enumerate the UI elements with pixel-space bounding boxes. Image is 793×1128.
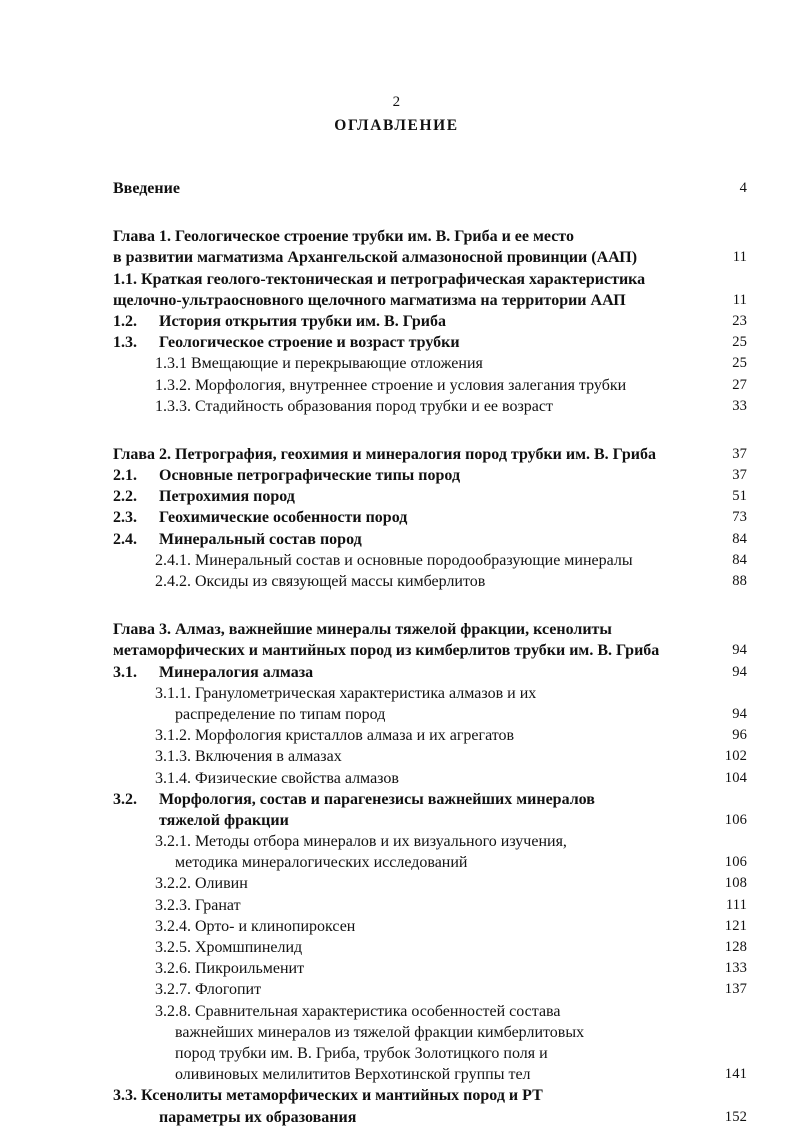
toc-entry-page: 73 bbox=[732, 509, 747, 526]
toc-subsection-1-3-1[interactable] bbox=[113, 353, 747, 374]
toc-subsection-1-3-2[interactable] bbox=[113, 375, 747, 396]
toc-subsection-2-4-2[interactable] bbox=[113, 571, 747, 592]
toc-entry-label: Глава 1. Геологическое строение трубки им. В. Гриба и ее место bbox=[113, 228, 574, 246]
toc-entry-page: 137 bbox=[724, 981, 747, 998]
toc-entry-page: 33 bbox=[732, 397, 747, 414]
toc-entry-page: 11 bbox=[732, 291, 747, 308]
toc-entry-label: Морфология, состав и парагенезисы важнейших минералов bbox=[159, 790, 595, 808]
toc-entry-label: Минералогия алмаза bbox=[159, 663, 314, 681]
toc-entry-page: 121 bbox=[724, 917, 747, 934]
toc-entry-label: 3.3. Ксенолиты метаморфических и мантийных пород и РТ bbox=[113, 1087, 543, 1105]
toc-subsection-3-2-8-line2[interactable] bbox=[113, 1022, 747, 1043]
toc-section-2-4[interactable] bbox=[113, 529, 747, 550]
spacer bbox=[113, 592, 747, 619]
toc-entry-label: 3.1.3. Включения в алмазах bbox=[155, 748, 342, 766]
toc-entry-label: 1.3.1 Вмещающие и перекрывающие отложения bbox=[155, 355, 483, 373]
toc-entry-label: в развитии магматизма Архангельской алмазоносной провинции (ААП) bbox=[113, 249, 638, 267]
toc-subsection-3-2-8-line1[interactable] bbox=[113, 1001, 747, 1022]
toc-entry-label: распределение по типам пород bbox=[175, 705, 386, 723]
toc-subsection-3-2-8-line3[interactable] bbox=[113, 1043, 747, 1064]
toc-entry-page: 23 bbox=[732, 312, 747, 329]
toc-subsection-3-2-8-line4[interactable] bbox=[113, 1064, 747, 1085]
toc-subsection-2-4-1[interactable] bbox=[113, 550, 747, 571]
toc-entry-number: 3.2. bbox=[113, 790, 137, 808]
toc-subsection-1-3-3[interactable] bbox=[113, 396, 747, 417]
toc-entry-page: 4 bbox=[739, 180, 747, 196]
toc-entry-page: 104 bbox=[724, 769, 747, 786]
toc-subsection-3-2-1-line1[interactable] bbox=[113, 831, 747, 852]
toc-entry-number: 2.2. bbox=[113, 488, 137, 506]
toc-entry-page: 94 bbox=[732, 705, 747, 722]
toc-subsection-3-1-2[interactable] bbox=[113, 725, 747, 746]
toc-section-3-1[interactable] bbox=[113, 662, 747, 683]
toc-entry-page: 106 bbox=[724, 811, 747, 828]
toc-entry-label: оливиновых мелилититов Верхотинской группы тел bbox=[175, 1066, 531, 1084]
toc-entry-page: 37 bbox=[732, 467, 747, 484]
toc-entry-label: 1.3.3. Стадийность образования пород трубки и ее возраст bbox=[155, 397, 553, 415]
toc-entry-page: 94 bbox=[732, 642, 747, 659]
toc-chapter-1-heading-line1[interactable] bbox=[113, 226, 747, 247]
toc-section-3-2-line1[interactable] bbox=[113, 789, 747, 810]
toc-section-3-2-line2[interactable] bbox=[113, 810, 747, 831]
toc-entry-label: 2.4.2. Оксиды из связующей массы кимберлитов bbox=[155, 573, 486, 590]
toc-entry-page: 51 bbox=[732, 488, 747, 505]
toc-subsection-3-1-3[interactable] bbox=[113, 746, 747, 767]
toc-entry-label: 3.2.4. Орто- и клинопироксен bbox=[155, 917, 356, 935]
toc-chapter-1-heading-line2[interactable] bbox=[113, 247, 747, 268]
toc-subsection-3-2-1-line2[interactable] bbox=[113, 852, 747, 873]
toc-entry-label: 3.2.2. Оливин bbox=[155, 875, 248, 893]
toc-entry-label: История открытия трубки им. В. Гриба bbox=[159, 312, 447, 330]
toc-entry-page: 84 bbox=[732, 551, 747, 568]
toc-section-1-3[interactable] bbox=[113, 332, 747, 353]
toc-entry-number: 2.1. bbox=[113, 467, 137, 485]
toc-entry-introduction[interactable] bbox=[113, 178, 747, 199]
toc-entry-page: 128 bbox=[724, 939, 747, 955]
toc-entry-page: 37 bbox=[732, 445, 747, 462]
toc-entry-label: 1.3.2. Морфология, внутреннее строение и условия залегания трубки bbox=[155, 376, 627, 394]
toc-entry-label: пород трубки им. В. Гриба, трубок Золотицкого поля и bbox=[175, 1044, 548, 1062]
toc-subsection-3-2-7[interactable] bbox=[113, 979, 747, 1000]
toc-subsection-3-2-3[interactable] bbox=[113, 895, 747, 916]
toc-entry-label: Глава 2. Петрография, геохимия и минералогия пород трубки им. В. Гриба bbox=[113, 445, 656, 463]
toc-entry-label: методика минералогических исследований bbox=[175, 854, 468, 872]
toc-entry-page: 25 bbox=[732, 355, 747, 372]
toc-entry-label: 3.2.3. Гранат bbox=[155, 896, 241, 914]
toc-section-3-3-line2[interactable] bbox=[113, 1107, 747, 1128]
toc-entry-page: 11 bbox=[732, 249, 747, 266]
toc-entry-page: 102 bbox=[724, 748, 747, 765]
toc-chapter-3-heading-line1[interactable] bbox=[113, 619, 747, 640]
toc-subsection-3-1-1-line2[interactable] bbox=[113, 704, 747, 725]
toc-entry-page: 152 bbox=[724, 1108, 747, 1125]
toc-subsection-3-1-4[interactable] bbox=[113, 768, 747, 789]
toc-section-2-2[interactable] bbox=[113, 486, 747, 507]
toc-entry-page: 106 bbox=[724, 854, 747, 871]
toc-entry-page: 111 bbox=[725, 896, 747, 913]
toc-entry-page: 108 bbox=[724, 875, 747, 892]
toc-entry-label: щелочно-ультраосновного щелочного магматизма на территории ААП bbox=[113, 291, 626, 309]
toc-entry-label: 3.2.6. Пикроильменит bbox=[155, 960, 305, 978]
toc-entry-label: тяжелой фракции bbox=[159, 811, 289, 829]
toc-chapter-3-heading-line2[interactable] bbox=[113, 640, 747, 661]
toc-entry-page: 27 bbox=[732, 376, 747, 393]
toc-entry-page: 25 bbox=[732, 334, 747, 351]
toc-entry-page: 141 bbox=[724, 1066, 747, 1083]
toc-entry-label: Минеральный состав пород bbox=[159, 530, 362, 548]
spacer bbox=[113, 417, 747, 444]
toc-section-2-3[interactable] bbox=[113, 507, 747, 528]
toc-subsection-3-1-1-line1[interactable] bbox=[113, 683, 747, 704]
toc-entry-page: 88 bbox=[732, 573, 747, 589]
toc-entry-label: Основные петрографические типы пород bbox=[159, 467, 461, 485]
toc-subsection-3-2-6[interactable] bbox=[113, 958, 747, 979]
toc-entry-page: 133 bbox=[724, 960, 747, 977]
toc-entry-label: 3.1.1. Гранулометрическая характеристика алмазов и их bbox=[155, 684, 537, 702]
toc-entry-number: 1.2. bbox=[113, 312, 137, 330]
toc-entry-number: 2.3. bbox=[113, 509, 137, 527]
toc-entry-page: 84 bbox=[732, 530, 747, 547]
toc-entry-label: Глава 3. Алмаз, важнейшие минералы тяжелой фракции, ксенолиты bbox=[113, 621, 612, 639]
toc-subsection-3-2-5[interactable] bbox=[113, 937, 747, 958]
toc-entry-label: Введение bbox=[113, 180, 180, 197]
toc-entry-page: 96 bbox=[732, 727, 747, 744]
toc-section-2-1[interactable] bbox=[113, 465, 747, 486]
toc-entry-label: 3.2.7. Флогопит bbox=[155, 981, 262, 999]
toc-section-1-1-line1[interactable] bbox=[113, 269, 747, 290]
toc-entry-label: 1.1. Краткая геолого-тектоническая и петрографическая характеристика bbox=[113, 270, 646, 288]
toc-entry-label: 3.1.4. Физические свойства алмазов bbox=[155, 769, 399, 787]
toc-entry-label: метаморфических и мантийных пород из кимберлитов трубки им. В. Гриба bbox=[113, 642, 660, 660]
toc-entry-number: 2.4. bbox=[113, 530, 137, 548]
toc-subsection-3-2-2[interactable] bbox=[113, 873, 747, 894]
toc-entry-label: 3.2.1. Методы отбора минералов и их визуального изучения, bbox=[155, 833, 567, 851]
toc-entry-label: Геологическое строение и возраст трубки bbox=[159, 334, 460, 352]
spacer bbox=[113, 199, 747, 226]
table-of-contents bbox=[113, 178, 747, 1128]
toc-entry-label: 3.2.8. Сравнительная характеристика особенностей состава bbox=[155, 1002, 561, 1020]
toc-entry-label: параметры их образования bbox=[159, 1108, 357, 1126]
toc-section-1-1-line2[interactable] bbox=[113, 290, 747, 311]
toc-entry-label: важнейших минералов из тяжелой фракции кимберлитовых bbox=[175, 1023, 585, 1041]
toc-entry-label: 2.4.1. Минеральный состав и основные породообразующие минералы bbox=[155, 551, 633, 569]
toc-entry-label: Геохимические особенности пород bbox=[159, 509, 408, 527]
toc-section-1-2[interactable] bbox=[113, 311, 747, 332]
toc-chapter-2-heading[interactable] bbox=[113, 444, 747, 465]
toc-entry-number: 3.1. bbox=[113, 663, 137, 681]
toc-entry-label: 3.2.5. Хромшпинелид bbox=[155, 939, 303, 956]
toc-entry-number: 1.3. bbox=[113, 334, 137, 352]
page-title: ОГЛАВЛЕНИЕ bbox=[334, 117, 459, 134]
toc-entry-label: 3.1.2. Морфология кристаллов алмаза и их агрегатов bbox=[155, 727, 515, 745]
toc-section-3-3-line1[interactable] bbox=[113, 1085, 747, 1106]
toc-subsection-3-2-4[interactable] bbox=[113, 916, 747, 937]
page-folio-number: 2 bbox=[392, 94, 401, 110]
toc-entry-page: 94 bbox=[732, 663, 747, 680]
toc-entry-label: Петрохимия пород bbox=[159, 488, 295, 506]
